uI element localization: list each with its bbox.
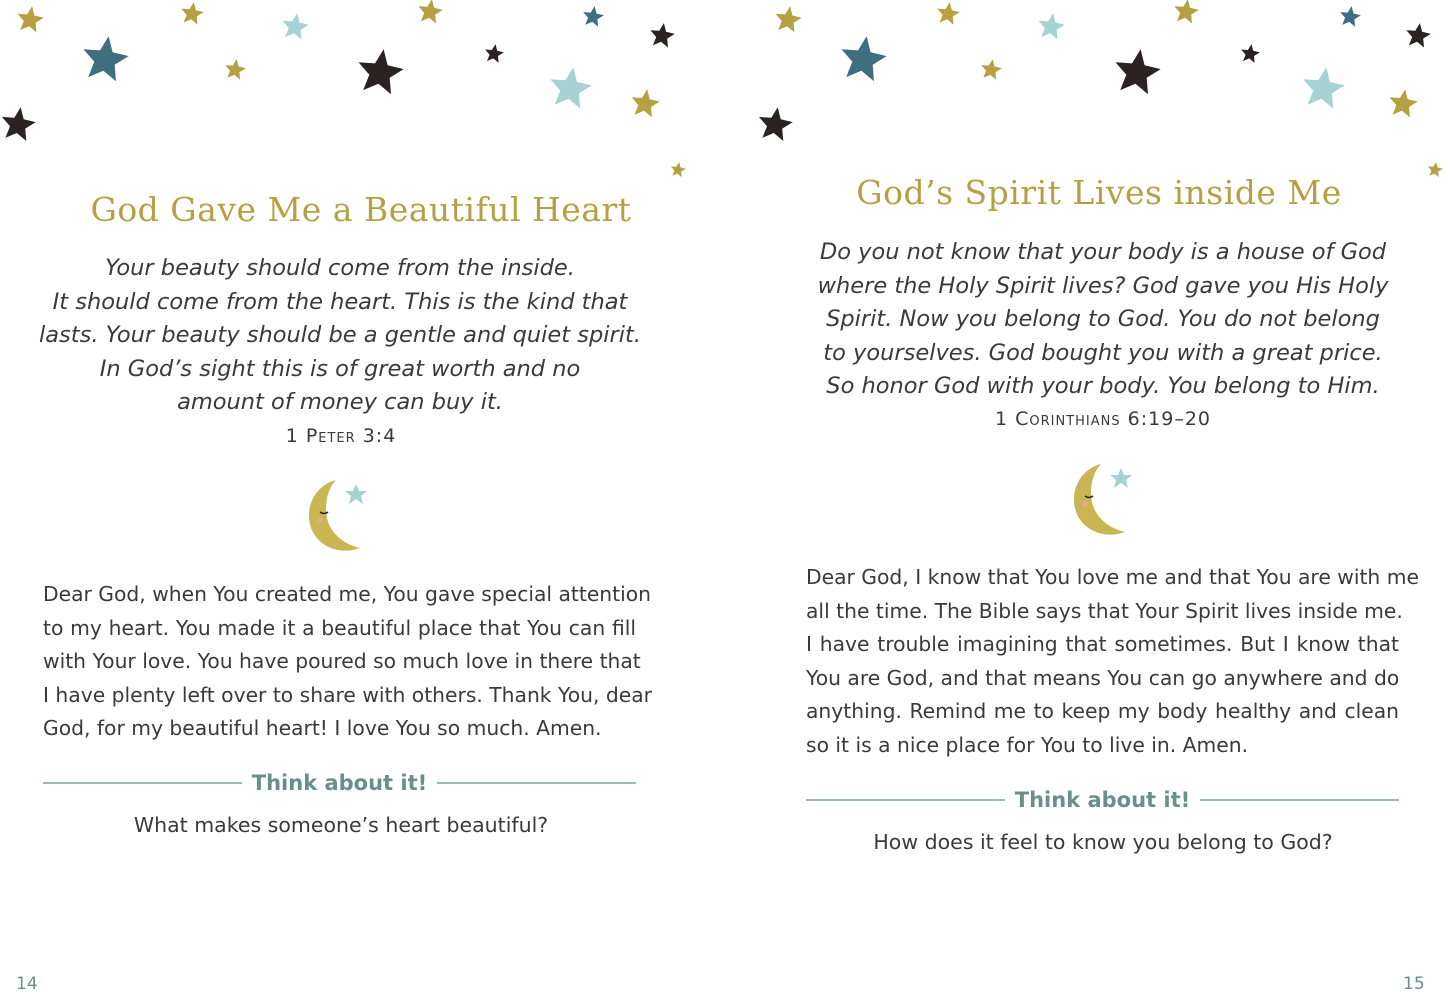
verse-line: In God’s sight this is of great worth and no bbox=[99, 355, 581, 382]
verse-line: amount of money can buy it. bbox=[177, 389, 503, 415]
stars-decoration-icon bbox=[0, 0, 722, 190]
scripture-reference: 1 Peter 3:4 bbox=[285, 425, 397, 447]
verse-line: to yourselves. God bought you with a great price. bbox=[823, 339, 1383, 366]
stars-decoration-icon bbox=[723, 0, 1445, 190]
page-number: 14 bbox=[16, 974, 38, 994]
prayer-paragraph bbox=[806, 561, 1419, 762]
star-icon bbox=[359, 49, 404, 94]
star-icon bbox=[776, 6, 802, 32]
prayer-line: to my heart. You made it a beautiful place that You can fill bbox=[43, 615, 636, 640]
page-title: God Gave Me a Beautiful Heart bbox=[90, 190, 632, 229]
star-icon bbox=[650, 23, 674, 47]
prayer-line: Dear God, when You created me, You gave special attention bbox=[43, 582, 652, 606]
page-number: 15 bbox=[1403, 974, 1425, 994]
prayer-line: I have plenty left over to share with others. Thank You, dear bbox=[43, 682, 652, 707]
star-icon bbox=[981, 59, 1002, 80]
think-about-it-label: Think about it! bbox=[251, 771, 428, 795]
crescent-moon-icon bbox=[1063, 458, 1143, 538]
reflection-question: What makes someone’s heart beautiful? bbox=[133, 813, 549, 837]
prayer-line: God, for my beautiful heart! I love You so much. Amen. bbox=[43, 716, 602, 740]
star-icon bbox=[1340, 6, 1361, 27]
star-icon bbox=[418, 0, 442, 23]
star-icon bbox=[485, 44, 504, 63]
verse-line: Your beauty should come from the inside. bbox=[105, 255, 575, 281]
prayer-line: with Your love. You have poured so much love in there that bbox=[43, 649, 641, 673]
star-icon bbox=[632, 89, 660, 117]
star-icon bbox=[18, 6, 44, 32]
star-icon bbox=[1116, 49, 1161, 94]
prayer-line: Dear God, I know that You love me and that You are with me bbox=[806, 565, 1419, 589]
star-icon bbox=[937, 2, 960, 25]
crescent-moon-icon bbox=[298, 474, 378, 554]
divider-rule bbox=[1200, 799, 1399, 801]
divider-rule bbox=[43, 782, 242, 784]
star-icon bbox=[1039, 13, 1065, 39]
star-icon bbox=[1174, 0, 1198, 23]
prayer-paragraph bbox=[43, 578, 652, 746]
star-icon bbox=[1390, 89, 1418, 117]
scripture-reference: 1 Corinthians 6:19–20 bbox=[994, 408, 1212, 430]
prayer-line: anything. Remind me to keep my body healthy and clean bbox=[806, 699, 1399, 723]
scripture-verse bbox=[783, 236, 1423, 404]
divider-rule bbox=[806, 799, 1005, 801]
verse-line: It should come from the heart. This is the kind that bbox=[52, 288, 628, 315]
star-icon bbox=[1241, 44, 1260, 63]
prayer-line: so it is a nice place for You to live in. Amen. bbox=[806, 732, 1249, 757]
verse-line: Do you not know that your body is a house of God bbox=[819, 239, 1387, 265]
star-icon bbox=[225, 59, 246, 80]
left-page bbox=[0, 0, 722, 1000]
star-icon bbox=[1303, 67, 1344, 108]
star-icon bbox=[1406, 23, 1430, 47]
prayer-line: all the time. The Bible says that Your Spirit lives inside me. bbox=[806, 598, 1403, 623]
think-about-it-label: Think about it! bbox=[1014, 788, 1191, 812]
verse-line: Spirit. Now you belong to God. You do not belong bbox=[826, 306, 1380, 332]
think-about-it-divider bbox=[806, 785, 1399, 815]
prayer-line: You are God, and that means You can go anywhere and do bbox=[806, 665, 1400, 690]
verse-line: So honor God with your body. You belong to Him. bbox=[826, 373, 1380, 399]
star-icon bbox=[181, 2, 204, 25]
star-icon bbox=[2, 107, 36, 141]
star-icon bbox=[583, 6, 604, 27]
think-about-it-divider bbox=[43, 768, 636, 798]
star-icon bbox=[671, 162, 686, 177]
star-icon bbox=[842, 36, 887, 81]
star-icon bbox=[759, 107, 793, 141]
right-page bbox=[723, 0, 1445, 1000]
star-icon bbox=[283, 13, 309, 39]
verse-line: lasts. Your beauty should be a gentle and quiet spirit. bbox=[39, 322, 641, 348]
page-title: God’s Spirit Lives inside Me bbox=[856, 173, 1342, 212]
star-icon bbox=[84, 36, 129, 81]
verse-line: where the Holy Spirit lives? God gave you His Holy bbox=[817, 272, 1389, 299]
divider-rule bbox=[437, 782, 636, 784]
reflection-question: How does it feel to know you belong to God? bbox=[873, 830, 1333, 854]
prayer-line: I have trouble imagining that sometimes. But I know that bbox=[806, 632, 1399, 656]
scripture-verse bbox=[20, 252, 660, 420]
star-icon bbox=[550, 67, 591, 108]
